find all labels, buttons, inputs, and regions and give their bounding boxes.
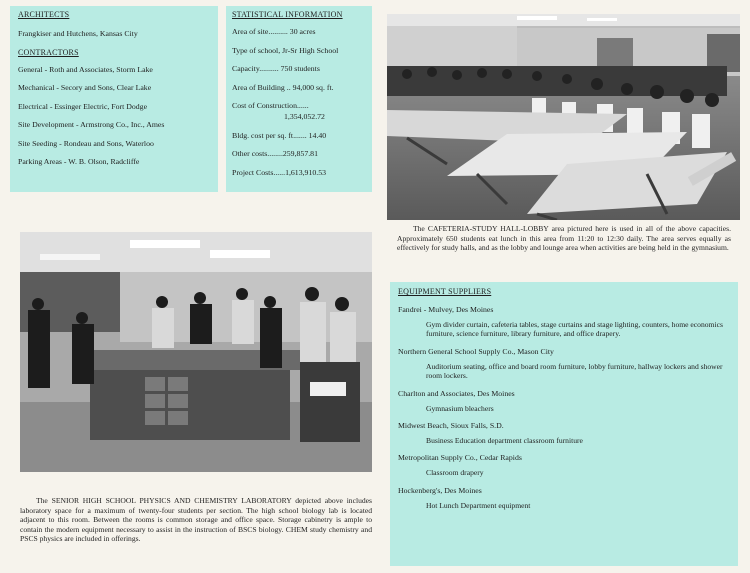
supplier-description: Gym divider curtain, cafeteria tables, stage curtains and stage lighting, counters, home economics furniture, science furniture, library furniture, and office drapery.: [426, 320, 723, 339]
architects-contractors-box: [10, 6, 218, 192]
supplier-name: Hockenberg's, Des Moines: [398, 485, 482, 495]
equipment-suppliers-box: [390, 282, 738, 566]
contractor-item: Mechanical - Secory and Sons, Clear Lake: [18, 83, 152, 92]
stat-school-type: Type of school, Jr-Sr High School: [232, 45, 339, 55]
laboratory-photo-illustration: [20, 232, 372, 472]
contractor-item: Site Development - Armstrong Co., Inc., Ames: [18, 120, 165, 129]
supplier-description: Hot Lunch Department equipment: [426, 500, 531, 510]
cafeteria-photo: [387, 14, 740, 220]
stat-capacity: Capacity.......... 750 students: [232, 64, 320, 73]
supplier-description: Classroom drapery: [426, 468, 484, 478]
contractor-item: Parking Areas - W. B. Olson, Radcliffe: [18, 157, 140, 166]
architects-heading: ARCHITECTS: [18, 10, 70, 19]
statistics-heading: STATISTICAL INFORMATION: [232, 10, 343, 19]
laboratory-photo: [20, 232, 372, 472]
suppliers-heading: EQUIPMENT SUPPLIERS: [398, 287, 492, 296]
laboratory-caption-text: The SENIOR HIGH SCHOOL PHYSICS AND CHEMISTRY LABORATORY depicted above includes laboratory space for a maximum of twenty-four students per section. The high school biology lab is located adjacent to this room. Between the rooms is common storage and office space. Storage cabinetry is ample to contain the modern equipment necessary to assist in the instruction of BSCS biology. CHEM study chemistry and PSCS physics are included in offerings.: [20, 496, 372, 544]
supplier-name: Fandrei - Mulvey, Des Moines: [398, 305, 494, 314]
contractor-item: Site Seeding - Rondeau and Sons, Waterloo: [18, 138, 154, 148]
cafeteria-caption: [397, 224, 731, 253]
statistical-information-box: [226, 6, 372, 192]
stat-construction-value: 1,354,052.72: [284, 112, 325, 121]
contractor-item: Electrical - Essinger Electric, Fort Dodge: [18, 101, 148, 111]
stat-cost-per-sqft: Bldg. cost per sq. ft....... 14.40: [232, 130, 327, 140]
laboratory-caption: [20, 496, 372, 544]
supplier-description: Auditorium seating, office and board room furniture, lobby furniture, hallway lockers and shower room lockers.: [426, 361, 723, 381]
stat-project-costs: Project Costs......1,613,910.53: [232, 167, 326, 177]
supplier-name: Northern General School Supply Co., Mason City: [398, 346, 554, 356]
contractors-heading: CONTRACTORS: [18, 47, 79, 57]
contractor-item: General - Roth and Associates, Storm Lake: [18, 64, 153, 74]
supplier-description: Gymnasium bleachers: [426, 403, 494, 413]
supplier-description: Business Education department classroom furniture: [426, 436, 583, 446]
supplier-name: Midwest Beach, Sioux Falls, S.D.: [398, 421, 504, 431]
supplier-name: Charlton and Associates, Des Moines: [398, 388, 515, 398]
supplier-name: Metropolitan Supply Co., Cedar Rapids: [398, 453, 522, 463]
stat-other-costs: Other costs........259,857.81: [232, 149, 318, 158]
stat-building-area: Area of Building .. 94,000 sq. ft.: [232, 82, 334, 92]
cafeteria-photo-illustration: [387, 14, 740, 220]
stat-area-of-site: Area of site.......... 30 acres: [232, 27, 316, 36]
architect-firm: Frangkiser and Hutchens, Kansas City: [18, 29, 138, 38]
stat-construction-label: Cost of Construction......: [232, 101, 309, 110]
cafeteria-caption-text: The CAFETERIA-STUDY HALL-LOBBY area pictured here is used in all of the above capacities. Approximately 650 students eat lunch in this area from 11:20 to 12:30 daily. The area serves equally as effectively for study halls, and as the lobby and lounge area when activities are being held in the gymnasium.: [397, 224, 731, 253]
